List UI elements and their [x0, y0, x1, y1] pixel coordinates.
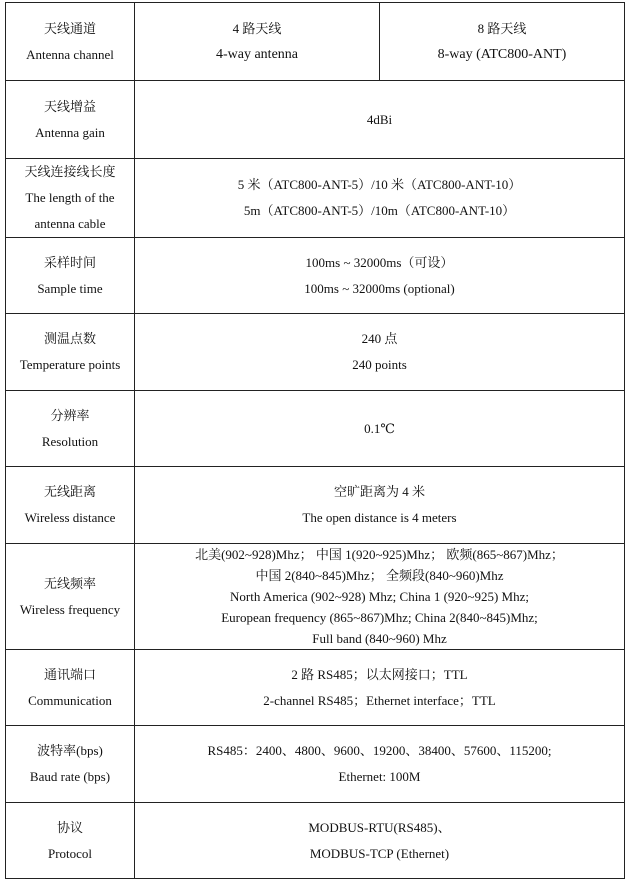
value-line: North America (902~928) Mhz; China 1 (920~925) Mhz;	[230, 589, 529, 604]
value-cn: 4 路天线	[232, 20, 282, 36]
row-value	[135, 467, 625, 544]
label-en: Wireless frequency	[19, 601, 121, 617]
value-line: Full band (840~960) Mhz	[312, 631, 447, 646]
label-cn: 天线增益	[43, 98, 96, 114]
row-label	[6, 314, 135, 391]
value-line: RS485：2400、4800、9600、19200、38400、57600、115200;	[207, 743, 552, 758]
label-en: Antenna gain	[35, 124, 105, 140]
row-value	[135, 650, 625, 726]
row-wireless-distance	[6, 467, 625, 544]
label-cn: 天线连接线长度	[24, 164, 116, 179]
value-line: MODBUS-TCP (Ethernet)	[309, 845, 450, 861]
label-cn: 采样时间	[43, 254, 96, 270]
value-line: MODBUS-RTU(RS485)、	[308, 819, 451, 835]
value-line: 100ms ~ 32000ms (optional)	[304, 280, 455, 296]
label-cn: 测温点数	[43, 331, 96, 346]
row-label	[6, 3, 135, 81]
row-sample-time	[6, 238, 625, 314]
value-line: 2-channel RS485；Ethernet interface；TTL	[263, 692, 496, 708]
value-line: 中国 2(840~845)Mhz； 全频段(840~960)Mhz	[255, 568, 504, 583]
value-4-way	[135, 3, 380, 81]
value-line: 4dBi	[366, 111, 393, 127]
row-antenna-channel	[6, 3, 625, 81]
value-line: 0.1℃	[364, 420, 395, 436]
row-protocol	[6, 803, 625, 879]
row-antenna-gain	[6, 81, 625, 159]
label-cn: 通讯端口	[43, 666, 96, 682]
row-value	[135, 159, 625, 238]
label-en: antenna cable	[34, 216, 106, 231]
label-cn: 无线频率	[43, 575, 96, 591]
value-line: 100ms ~ 32000ms（可设）	[305, 254, 454, 270]
value-line: 北美(902~928)Mhz； 中国 1(920~925)Mhz； 欧频(865~867)Mhz；	[195, 547, 564, 562]
label-en: Protocol	[47, 845, 93, 861]
row-wireless-frequency	[6, 544, 625, 650]
label-en: Wireless distance	[24, 510, 116, 525]
row-resolution	[6, 391, 625, 467]
value-8-way	[380, 3, 625, 81]
row-value	[135, 81, 625, 159]
label-en: Temperature points	[19, 357, 121, 372]
row-label	[6, 650, 135, 726]
row-label	[6, 238, 135, 314]
row-label	[6, 544, 135, 650]
label-en: The length of the	[25, 190, 115, 205]
label-cn: 波特率(bps)	[37, 743, 103, 758]
label-cn: 协议	[56, 819, 83, 835]
row-baud-rate	[6, 726, 625, 803]
value-en: 4-way antenna	[215, 46, 299, 62]
value-line: 5 米（ATC800-ANT-5）/10 米（ATC800-ANT-10）	[237, 177, 522, 192]
row-value	[135, 803, 625, 879]
label-en: Baud rate (bps)	[29, 769, 111, 784]
row-label	[6, 81, 135, 159]
label-en: Antenna channel	[26, 46, 114, 62]
row-label	[6, 159, 135, 238]
label-cn: 天线通道	[43, 20, 96, 36]
value-line: Ethernet: 100M	[338, 769, 421, 784]
spec-table	[5, 2, 625, 879]
row-value	[135, 391, 625, 467]
row-value	[135, 314, 625, 391]
row-value	[135, 238, 625, 314]
label-en: Communication	[28, 692, 112, 708]
label-cn: 无线距离	[43, 484, 96, 499]
row-value	[135, 544, 625, 650]
row-communication	[6, 650, 625, 726]
label-cn: 分辨率	[50, 407, 90, 423]
value-cn: 8 路天线	[477, 20, 527, 36]
value-line: 240 points	[352, 357, 407, 372]
label-en: Resolution	[41, 433, 99, 449]
value-line: 5m（ATC800-ANT-5）/10m（ATC800-ANT-10）	[243, 203, 516, 218]
value-line: 240 点	[361, 331, 398, 346]
row-antenna-cable-length	[6, 159, 625, 238]
value-line: 空旷距离为 4 米	[333, 484, 425, 499]
row-label	[6, 391, 135, 467]
value-line: European frequency (865~867)Mhz; China 2(840~845)Mhz;	[221, 610, 538, 625]
row-label	[6, 467, 135, 544]
label-en: Sample time	[37, 280, 103, 296]
value-en: 8-way (ATC800-ANT)	[437, 46, 567, 62]
row-label	[6, 803, 135, 879]
row-label	[6, 726, 135, 803]
value-line: The open distance is 4 meters	[302, 510, 457, 525]
row-temperature-points	[6, 314, 625, 391]
row-value	[135, 726, 625, 803]
value-line: 2 路 RS485；以太网接口；TTL	[291, 666, 468, 682]
